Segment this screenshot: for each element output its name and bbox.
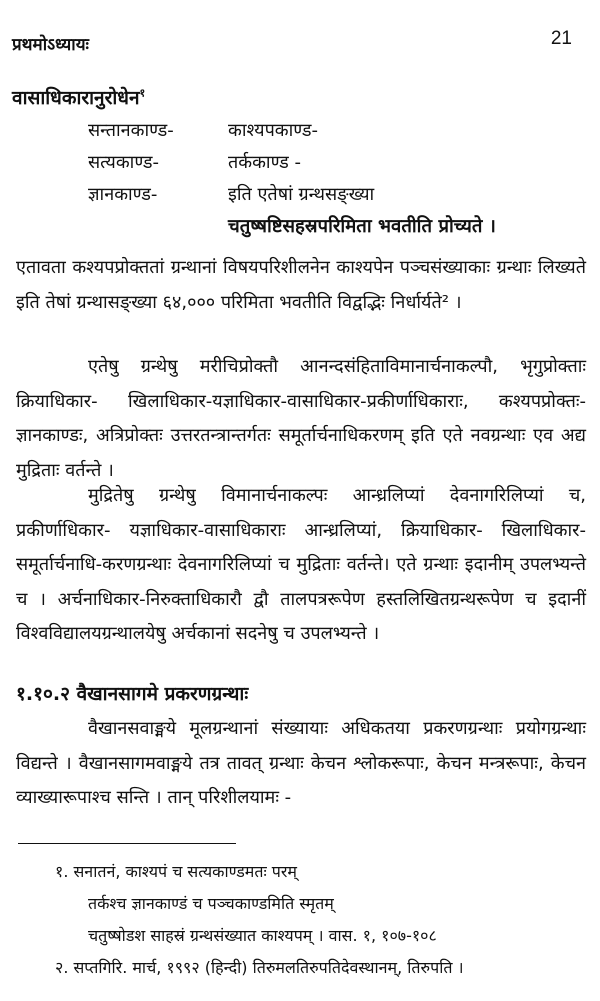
footnote-mark: १ xyxy=(139,86,146,100)
kanda-summary-line: चतुष्षष्टिसहस्रपरिमिता भवतीति प्रोच्यते । xyxy=(228,216,496,237)
paragraph-2: एतेषु ग्रन्थेषु मरीचिप्रोक्तौ आनन्दसंहिताविमानार्चनाकल्पौ, भृगुप्रोक्ताः क्रियाधिकार- खिलाधिकार-यज्ञाधिकार-वासाधिकार-प्रकीर्णाधिकाराः, कश्यपप्रोक्तः-ज्ञानकाण्डः, अत्रिप्रोक्तः उत्तरतन्त्रान्तर्गतः समूर्तार्चनाधिकरणम् इति एते नवग्रन्थाः एव अद्य मुद्रिताः वर्तन्ते । xyxy=(16,356,586,481)
subsection-title: १.१०.२ वैखानसागमे प्रकरणग्रन्थाः xyxy=(16,683,249,705)
footnote-1-line-2: तर्कश्च ज्ञानकाण्डं च पञ्चकाण्डमिति स्मृतम् xyxy=(88,894,334,913)
kanda-left: सत्यकाण्ड- xyxy=(88,152,159,173)
kanda-right: काश्यपकाण्ड- xyxy=(228,120,318,141)
kanda-right: इति एतेषां ग्रन्थसङ्ख्या xyxy=(228,184,375,205)
section-title-text: वासाधिकारानुरोधेन xyxy=(12,87,140,109)
footnote-2: २. सप्तगिरि. मार्च, १९९२ (हिन्दी) तिरुमलतिरुपतिदेवस्थानम्, तिरुपति । xyxy=(55,958,464,977)
subsection-paragraph: वैखानसवाङ्मये मूलग्रन्थानां संख्यायाः अधिकतया प्रकरणग्रन्थाः प्रयोगग्रन्थाः विद्यन्ते । वैखानसागमवाङ्मये तत्र तावत् ग्रन्थाः केचन श्लोकरूपाः, केचन मन्त्ररूपाः, केचन व्याख्यारूपाश्च सन्ति । तान् परिशीलयामः - xyxy=(16,718,586,808)
footnote-1-line-3: चतुष्षोडश साहस्रं ग्रन्थसंख्यात काश्यपम् । वास. १, १०७-१०८ xyxy=(88,926,437,945)
paragraph-3: मुद्रितेषु ग्रन्थेषु विमानार्चनाकल्पः आन्ध्रलिप्यां देवनागरिलिप्यां च, प्रकीर्णाधिकार- यज्ञाधिकार-वासाधिकाराः आन्ध्रलिप्यां, क्रियाधिकार- खिलाधिकार- समूर्तार्चनाधि-करणग्रन्थाः देवनागरिलिप्यां च मुद्रिताः वर्तन्ते। एते ग्रन्थाः इदानीम् उपलभ्यन्ते च । अर्चनाधिकार-निरुक्ताधिकारौ द्वौ तालपत्ररूपेण हस्तलिखितग्रन्थरूपेण च इदानीं विश्वविद्यालयग्रन्थालयेषु अर्चकानां सदनेषु च उपलभ्यन्ते । xyxy=(16,485,586,644)
kanda-left: ज्ञानकाण्ड- xyxy=(88,184,158,205)
section-title xyxy=(12,84,145,110)
page-number: 21 xyxy=(550,28,572,49)
kanda-right: तर्ककाण्ड - xyxy=(228,152,301,173)
footnote-divider xyxy=(18,843,236,844)
paragraph-1: एतावता कश्यपप्रोक्ततां ग्रन्थानां विषयपरिशीलनेन काश्यपेन पञ्चसंख्याकाः ग्रन्थाः लिख्यते इति तेषां ग्रन्थासङ्ख्या ६४,००० परिमिता भवतीति विद्वद्भिः निर्धार्यते² । xyxy=(16,257,586,313)
footnote-1-line-1: १. सनातनं, काश्यपं च सत्यकाण्डमतः परम् xyxy=(55,862,297,881)
running-head: प्रथमोऽध्यायः xyxy=(12,35,89,55)
kanda-left: सन्तानकाण्ड- xyxy=(88,120,174,141)
